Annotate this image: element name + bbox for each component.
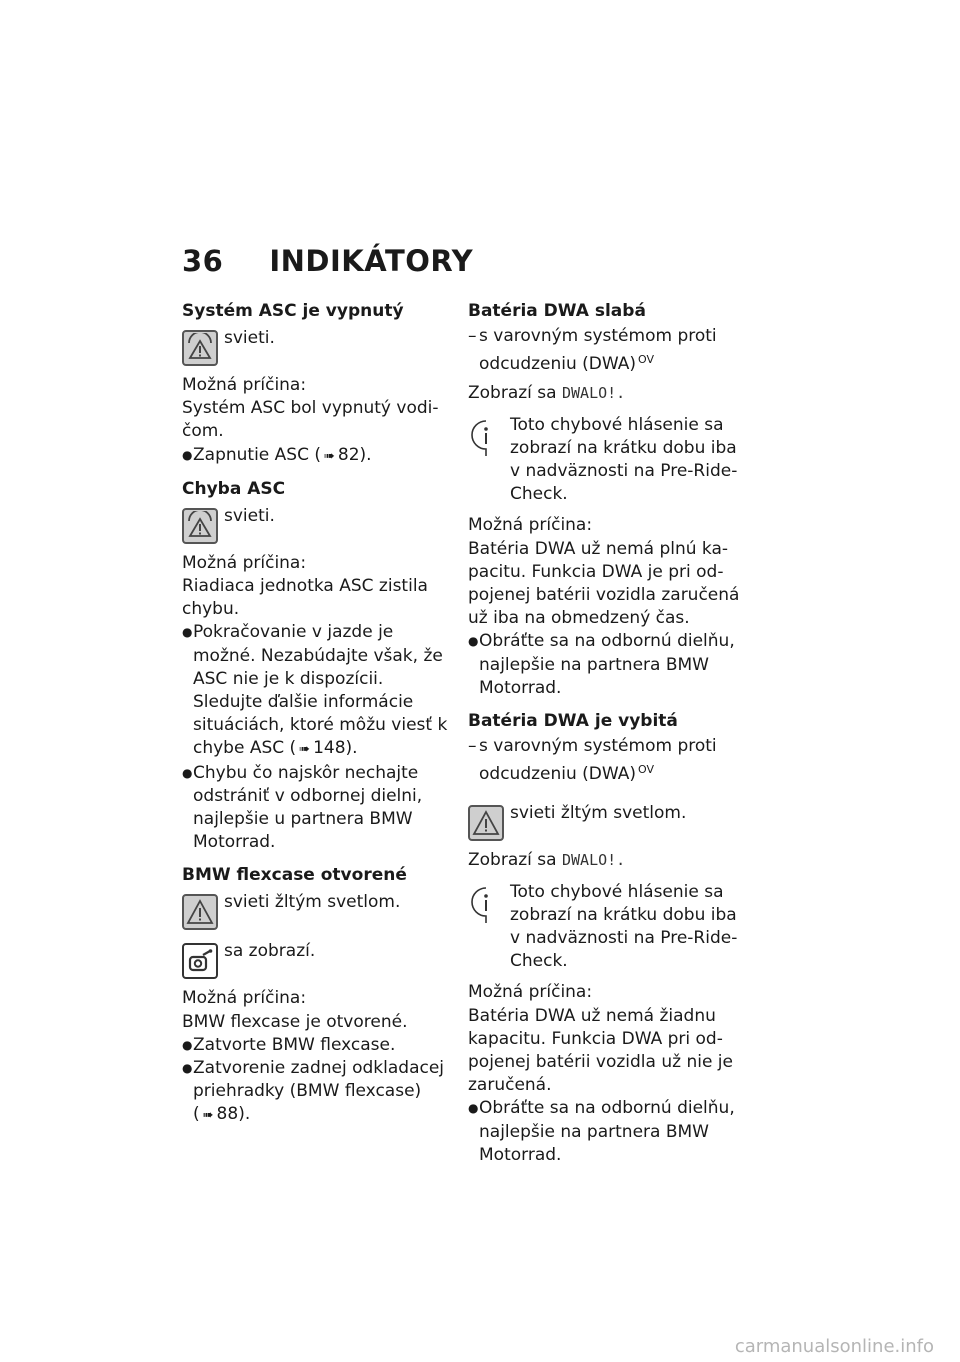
arrow-icon: ➠ — [299, 742, 311, 758]
cause-label: Možná príčina: — [182, 552, 307, 573]
cause-text: Systém ASC bol vypnutý vodi-čom. — [182, 398, 439, 442]
cause-text: BMW flexcase je otvorené. — [182, 1011, 408, 1032]
bullet-icon: ● — [182, 625, 193, 640]
watermark: carmanualsonline.info — [734, 1336, 934, 1357]
page-reference[interactable]: 82 — [337, 444, 360, 465]
indicator-row — [182, 889, 454, 930]
bullet-item — [182, 444, 454, 468]
bullet-icon: ● — [468, 1101, 479, 1116]
section-asc-off — [182, 300, 454, 468]
bullet-text: Zatvorenie zadnej odkladacej priehradky (BMW flexcase) ( — [193, 1058, 445, 1125]
indicator-text: svieti. — [224, 505, 275, 526]
equipment-note — [468, 325, 740, 376]
bullet-text: Zapnutie ASC ( — [193, 444, 321, 465]
bullet-item — [182, 621, 454, 761]
left-column — [182, 290, 454, 1128]
info-note — [468, 881, 740, 974]
bullet-item — [468, 1097, 740, 1167]
info-icon — [468, 418, 508, 465]
general-warning-icon — [468, 805, 504, 841]
equipment-text: s varovným systémom proti odcudzeniu (DWA) — [479, 736, 717, 785]
dash-icon: – — [468, 326, 477, 346]
display-code: DWALO!. — [561, 851, 626, 870]
bullet-text: Pokračovanie v jazde je možné. Nezabúdajte však, že ASC nie je k dispozícii. Sledujte ďalšie informácie situáciách, ktoré môžu viesť k chybe ASC ( — [193, 622, 448, 759]
right-column — [468, 290, 740, 1167]
bullet-item — [468, 630, 740, 700]
bullet-icon: ● — [468, 634, 479, 649]
info-icon — [468, 885, 508, 932]
bullet-text: Zatvorte BMW flexcase. — [193, 1034, 396, 1055]
info-note — [468, 414, 740, 507]
indicator-row — [468, 800, 740, 841]
cause-label: Možná príčina: — [468, 515, 593, 536]
bullet-item — [182, 1057, 454, 1128]
bullet-item — [182, 762, 454, 855]
display-code: DWALO!. — [561, 384, 626, 403]
section-dwa-battery-empty — [468, 710, 740, 1167]
section-title: BMW flexcase otvorené — [182, 865, 407, 886]
page-reference[interactable]: 148 — [313, 738, 346, 759]
indicator-text: svieti žltým svetlom. — [510, 803, 687, 824]
display-prefix: Zobrazí sa — [468, 850, 557, 871]
chapter-title: INDIKÁTORY — [269, 244, 474, 278]
bullet-text: Obráťte sa na odbornú dielňu, najlepšie na partnera BMW Motorrad. — [479, 1098, 735, 1165]
bullet-icon: ● — [182, 447, 193, 462]
cause-text: Batéria DWA už nemá žiadnu kapacitu. Funkcia DWA pri od-pojenej batérii vozidla už nie je zaručená. — [468, 1005, 733, 1096]
equipment-text: s varovným systémom proti odcudzeniu (DWA) — [479, 326, 717, 375]
bullet-text-end: ). — [359, 444, 372, 465]
bullet-icon: ● — [182, 1061, 193, 1076]
equipment-superscript: OV — [638, 763, 655, 777]
indicator-text: svieti žltým svetlom. — [224, 892, 401, 913]
bullet-text-end: ). — [238, 1104, 251, 1125]
info-text: Toto chybové hlásenie sa zobrazí na krátku dobu iba v nadväznosti na Pre-Ride-Check. — [510, 414, 738, 505]
indicator-row — [182, 325, 454, 366]
indicator-text: svieti. — [224, 328, 275, 348]
equipment-note — [468, 735, 740, 786]
section-title: Batéria DWA je vybitá — [468, 711, 678, 732]
bullet-item — [182, 1034, 454, 1057]
indicator-row — [182, 503, 454, 544]
cause-label: Možná príčina: — [182, 375, 307, 395]
section-flexcase-open — [182, 864, 454, 1127]
dash-icon: – — [468, 736, 477, 757]
display-message — [468, 382, 740, 405]
section-title: Systém ASC je vypnutý — [182, 301, 404, 321]
asc-warning-icon — [182, 330, 218, 366]
display-message — [468, 849, 740, 872]
flexcase-icon — [182, 943, 218, 979]
bullet-icon: ● — [182, 1037, 193, 1052]
asc-warning-icon — [182, 508, 218, 544]
section-title: Chyba ASC — [182, 478, 286, 499]
bullet-text: Obráťte sa na odbornú dielňu, najlepšie na partnera BMW Motorrad. — [479, 631, 735, 698]
general-warning-icon — [182, 894, 218, 930]
indicator-text: sa zobrazí. — [224, 941, 316, 962]
cause-label: Možná príčina: — [182, 988, 307, 1009]
cause-text: Riadiaca jednotka ASC zistila chybu. — [182, 576, 428, 620]
bullet-text-end: ). — [345, 738, 358, 759]
section-title: Batéria DWA slabá — [468, 301, 646, 321]
info-text: Toto chybové hlásenie sa zobrazí na krátku dobu iba v nadväznosti na Pre-Ride-Check. — [510, 881, 738, 972]
page-reference[interactable]: 88 — [216, 1104, 239, 1125]
cause-label: Možná príčina: — [468, 982, 593, 1003]
bullet-icon: ● — [182, 765, 193, 780]
display-prefix: Zobrazí sa — [468, 383, 557, 404]
equipment-superscript: OV — [638, 353, 655, 367]
section-dwa-battery-low — [468, 300, 740, 700]
page-header — [182, 244, 473, 278]
indicator-row — [182, 938, 454, 979]
page-number: 36 — [182, 244, 224, 278]
section-asc-fault — [182, 478, 454, 855]
arrow-icon: ➠ — [323, 448, 335, 464]
arrow-icon: ➠ — [202, 1108, 214, 1124]
cause-text: Batéria DWA už nemá plnú ka-pacitu. Funkcia DWA je pri od-pojenej batérii vozidla zaručená už iba na obmedzený čas. — [468, 538, 740, 629]
bullet-text: Chybu čo najskôr nechajte odstrániť v odbornej dielni, najlepšie u partnera BMW Motorrad. — [193, 762, 423, 853]
